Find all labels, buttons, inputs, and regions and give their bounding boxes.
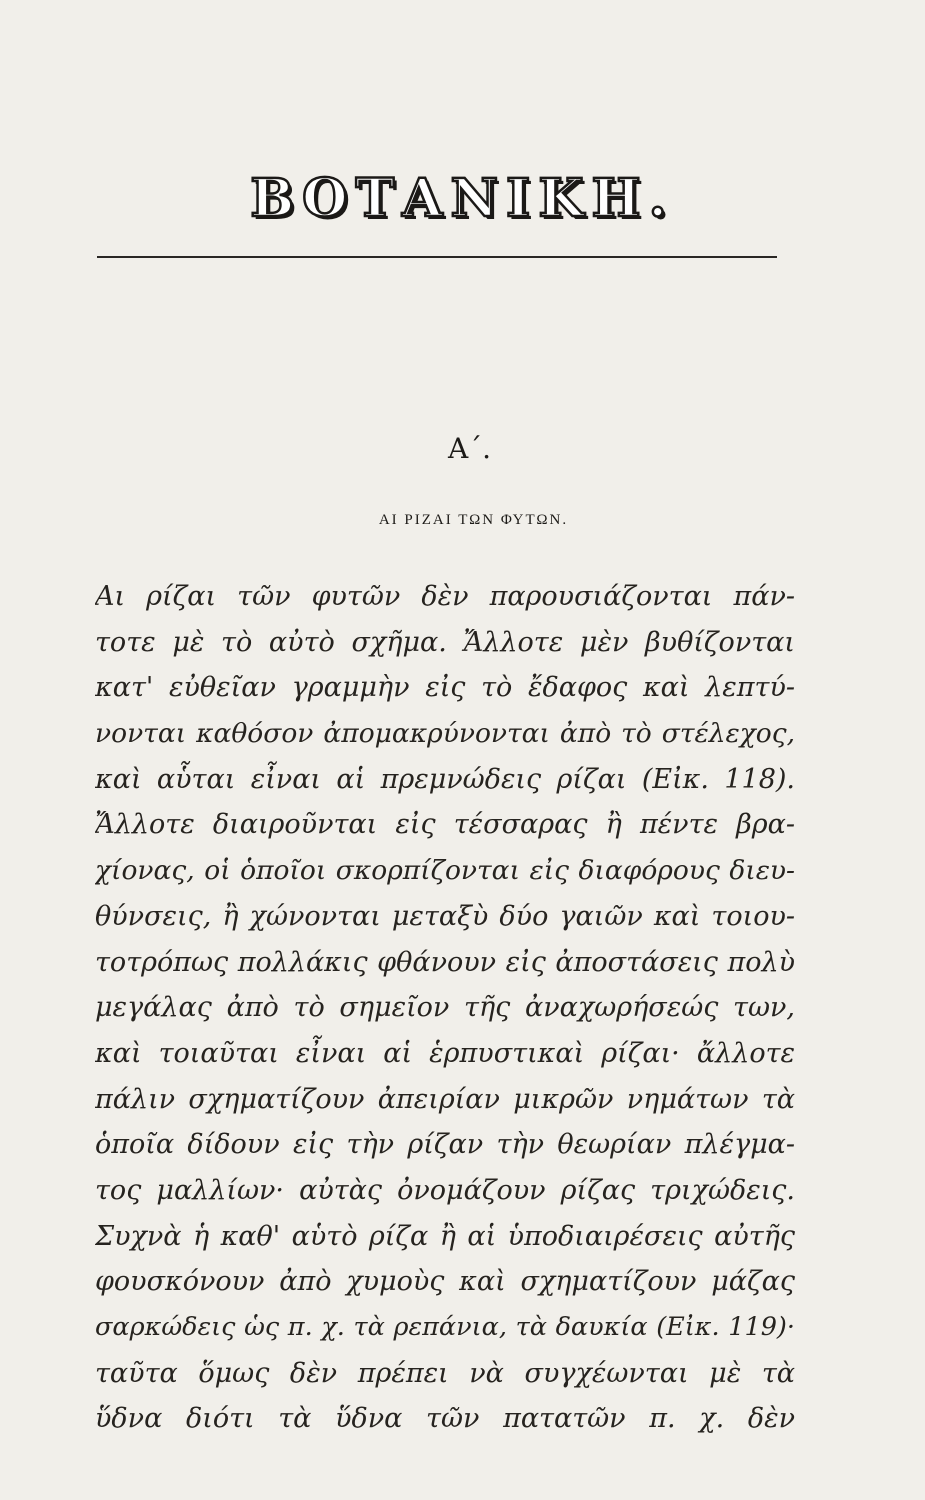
body-line: ταῦτα ὅμως δὲν πρέπει νὰ συγχέωνται μὲ τὰ (95, 1357, 795, 1389)
body-line: χίονας, οἱ ὁποῖοι σκορπίζονται εἰς διαφόρους διευ- (95, 855, 795, 887)
body-text (95, 574, 795, 1442)
page-heading: ΒΟΤΑΝΙΚΗ. (250, 168, 675, 229)
body-line: σαρκώδεις ὡς π. χ. τὰ ρεπάνια, τὰ δαυκία (Εἰκ. 119)· (95, 1312, 795, 1342)
body-line: κατ' εὐθεῖαν γραμμὴν εἰς τὸ ἔδαφος καὶ λεπτύ- (95, 672, 795, 704)
chapter-title: ΑΙ ΡΙΖΑΙ ΤΩΝ ΦΥΤΩΝ. (378, 512, 569, 528)
body-line: ὁποῖα δίδουν εἰς τὴν ρίζαν τὴν θεωρίαν πλέγμα- (95, 1129, 795, 1161)
body-line: φουσκόνουν ἀπὸ χυμοὺς καὶ σχηματίζουν μάζας (95, 1266, 795, 1298)
body-line: καὶ τοιαῦται εἶναι αἱ ἑρπυστικαὶ ρίζαι· ἄλλοτε (95, 1037, 795, 1069)
body-line: τοτρόπως πολλάκις φθάνουν εἰς ἀποστάσεις πολὺ (95, 946, 795, 978)
body-line: Ἄλλοτε διαιροῦνται εἰς τέσσαρας ἢ πέντε βρα- (95, 809, 795, 841)
body-line: θύνσεις, ἢ χώνονται μεταξὺ δύο γαιῶν καὶ τοιου- (95, 900, 795, 932)
body-line: τοτε μὲ τὸ αὐτὸ σχῆμα. Ἄλλοτε μὲν βυθίζονται (95, 626, 795, 658)
heading-rule (97, 256, 777, 258)
body-line: καὶ αὗται εἶναι αἱ πρεμνώδεις ρίζαι (Εἰκ. 118). (95, 763, 795, 795)
body-line: πάλιν σχηματίζουν ἀπειρίαν μικρῶν νημάτων τὰ (95, 1083, 795, 1115)
body-line: Συχνὰ ἡ καθ' αὑτὸ ρίζα ἢ αἱ ὑποδιαιρέσεις αὐτῆς (95, 1220, 795, 1252)
body-line: ὕδνα διότι τὰ ὕδνα τῶν πατατῶν π. χ. δὲν (95, 1403, 795, 1435)
body-line: νονται καθόσον ἀπομακρύνονται ἀπὸ τὸ στέλεχος, (95, 718, 795, 750)
body-line: μεγάλας ἀπὸ τὸ σημεῖον τῆς ἀναχωρήσεώς των, (95, 992, 795, 1024)
body-line: τος μαλλίων· αὐτὰς ὀνομάζουν ρίζας τριχώδεις. (95, 1174, 795, 1206)
body-line: Αι ρίζαι τῶν φυτῶν δὲν παρουσιάζονται πάν- (95, 581, 795, 612)
chapter-number: Α΄. (447, 432, 492, 465)
